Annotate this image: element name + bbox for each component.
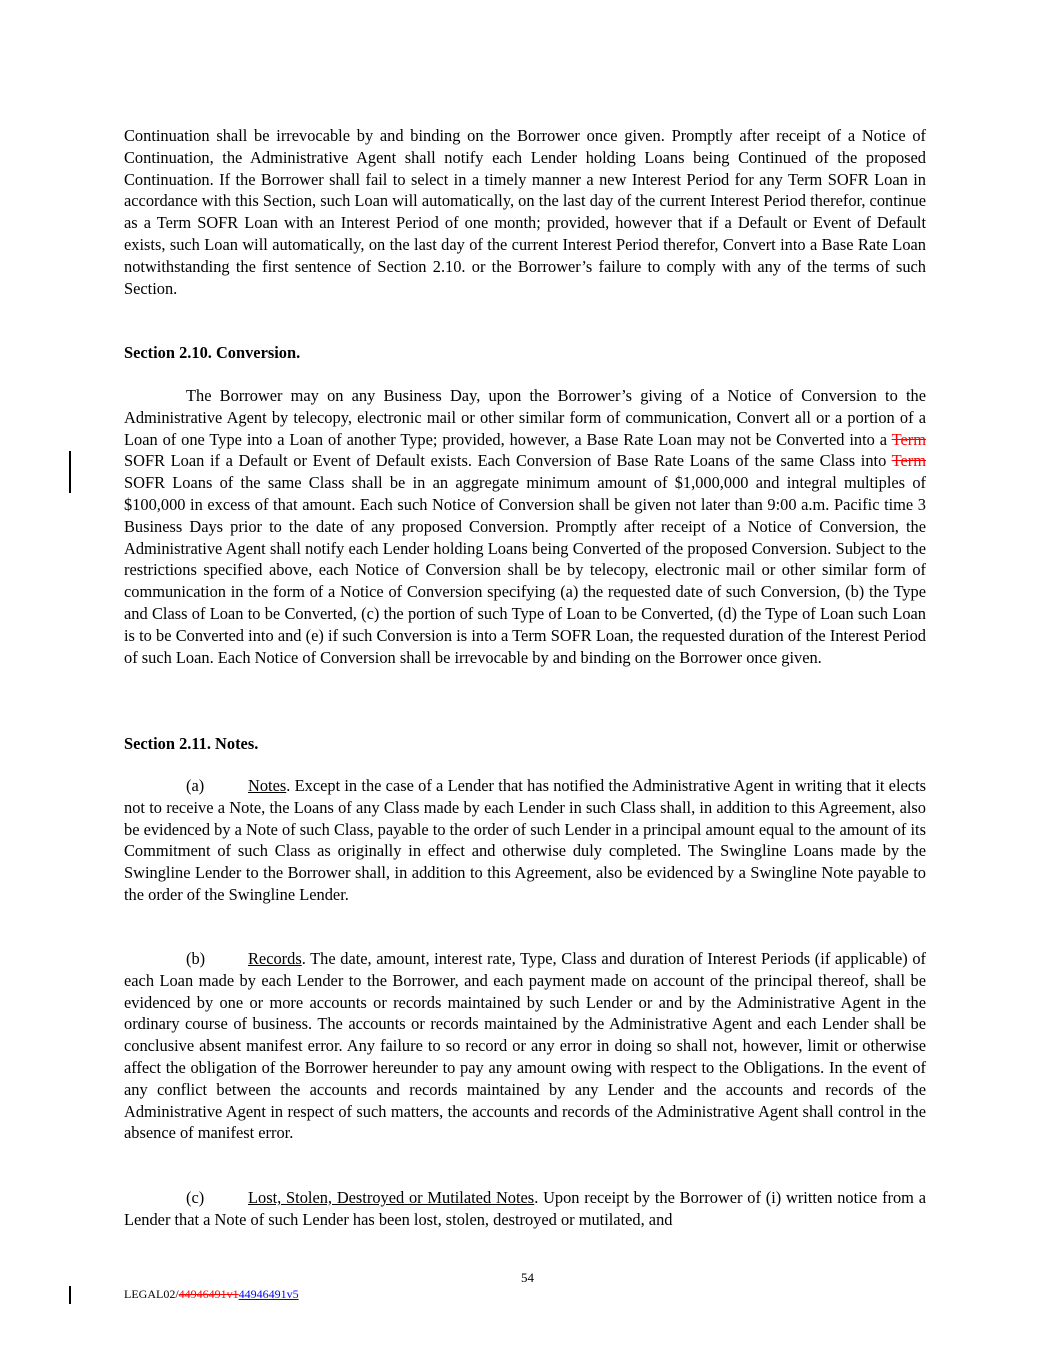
change-bar-footer (69, 1286, 71, 1304)
subsection-title: Records (248, 949, 302, 968)
section-2-11-b: (b) Records. The date, amount, interest rate, Type, Class and duration of Interest Periods (if applicable) of each Loan made by each Lender to the Borrower, and each payment made on account of the principal thereof, shall be evidenced by one or more accounts or records maintained by such Lender or and by the Administrative Agent in the ordinary course of business. The accounts or records maintained by the Administrative Agent and each Lender shall be conclusive absent manifest error. Any failure to so record or any error in doing so shall not, however, limit or otherwise affect the obligation of the Borrower hereunder to pay any amount owing with respect to the Obligations. In the event of any conflict between the accounts and records maintained by any Lender and the accounts and records of the Administrative Agent in respect of such matters, the accounts and records of the Administrative Agent shall control in the absence of manifest error. (124, 949, 926, 1143)
section-2-11-heading: Section 2.11. Notes. (124, 734, 259, 753)
section-2-10-heading: Section 2.10. Conversion. (124, 343, 301, 362)
top-paragraph: Continuation shall be irrevocable by and binding on the Borrower once given. Promptly after receipt of a Notice of Continuation, the Administrative Agent shall notify each Lender holding Loans being Continued of the proposed Continuation. If the Borrower shall fail to select in a timely manner a new Interest Period for any Term SOFR Loan in accordance with this Section, such Loan will automatically, on the last day of the current Interest Period therefor, continue as a Term SOFR Loan with an Interest Period of one month; provided, however that if a Default or Event of Default exists, such Loan will automatically, on the last day of the current Interest Period therefor, Convert into a Base Rate Loan notwithstanding the first sentence of Section 2.10. or the Borrower’s failure to comply with any of the terms of such Section. (124, 126, 926, 298)
document-id: LEGAL02/44946491v144946491v5 (124, 1287, 299, 1301)
deleted-doc-id: 44946491v1 (178, 1287, 239, 1301)
change-bar (69, 451, 71, 493)
section-2-11-a: (a) Notes. Except in the case of a Lender that has notified the Administrative Agent in writing that it elects not to receive a Note, the Loans of any Class made by each Lender in such Class shall, in addition to this Agreement, also be evidenced by a Note of such Class, payable to the order of such Lender in a principal amount equal to the amount of its Commitment of such Class as originally in effect and otherwise duly completed. The Swingline Loans made by the Swingline Lender to the Borrower shall, in addition to this Agreement, also be evidenced by a Swingline Note payable to the order of the Swingline Lender. (124, 776, 926, 904)
section-2-11-c: (c) Lost, Stolen, Destroyed or Mutilated Notes. Upon receipt by the Borrower of (i) written notice from a Lender that a Note of such Lender has been lost, stolen, destroyed or mutilated, and (124, 1188, 926, 1229)
subsection-title: Lost, Stolen, Destroyed or Mutilated Notes (248, 1188, 535, 1207)
subsection-title: Notes (248, 776, 287, 795)
deleted-text: Term (891, 451, 926, 471)
inserted-doc-id: 44946491v5 (238, 1287, 299, 1301)
section-2-10-paragraph: The Borrower may on any Business Day, upon the Borrower’s giving of a Notice of Conversion to the Administrative Agent by telecopy, electronic mail or other similar form of communication, Convert all or a portion of a Loan of one Type into a Loan of another Type; provided, however, a Base Rate Loan may not be Converted into a Term SOFR Loan if a Default or Event of Default exists. Each Conversion of Base Rate Loans of the same Class into Term SOFR Loans of the same Class shall be in an aggregate minimum amount of $1,000,000 and integral multiples of $100,000 in excess of that amount. Each such Notice of Conversion shall be given not later than 9:00 a.m. Pacific time 3 Business Days prior to the date of any proposed Conversion. Promptly after receipt of a Notice of Conversion, the Administrative Agent shall notify each Lender holding Loans being Converted of the proposed Conversion. Subject to the restrictions specified above, each Notice of Conversion shall be by telecopy, electronic mail or other similar form of communication in the form of a Notice of Conversion specifying (a) the requested date of such Conversion, (b) the Type and Class of Loan to be Converted, (c) the portion of such Type of Loan to be Converted, (d) the Type of Loan such Loan is to be Converted into and (e) if such Conversion is into a Term SOFR Loan, the requested duration of the Interest Period of such Loan. Each Notice of Conversion shall be irrevocable by and binding on the Borrower once given. (124, 386, 926, 667)
deleted-text: Term (891, 429, 926, 449)
page-number: 54 (521, 1270, 534, 1285)
